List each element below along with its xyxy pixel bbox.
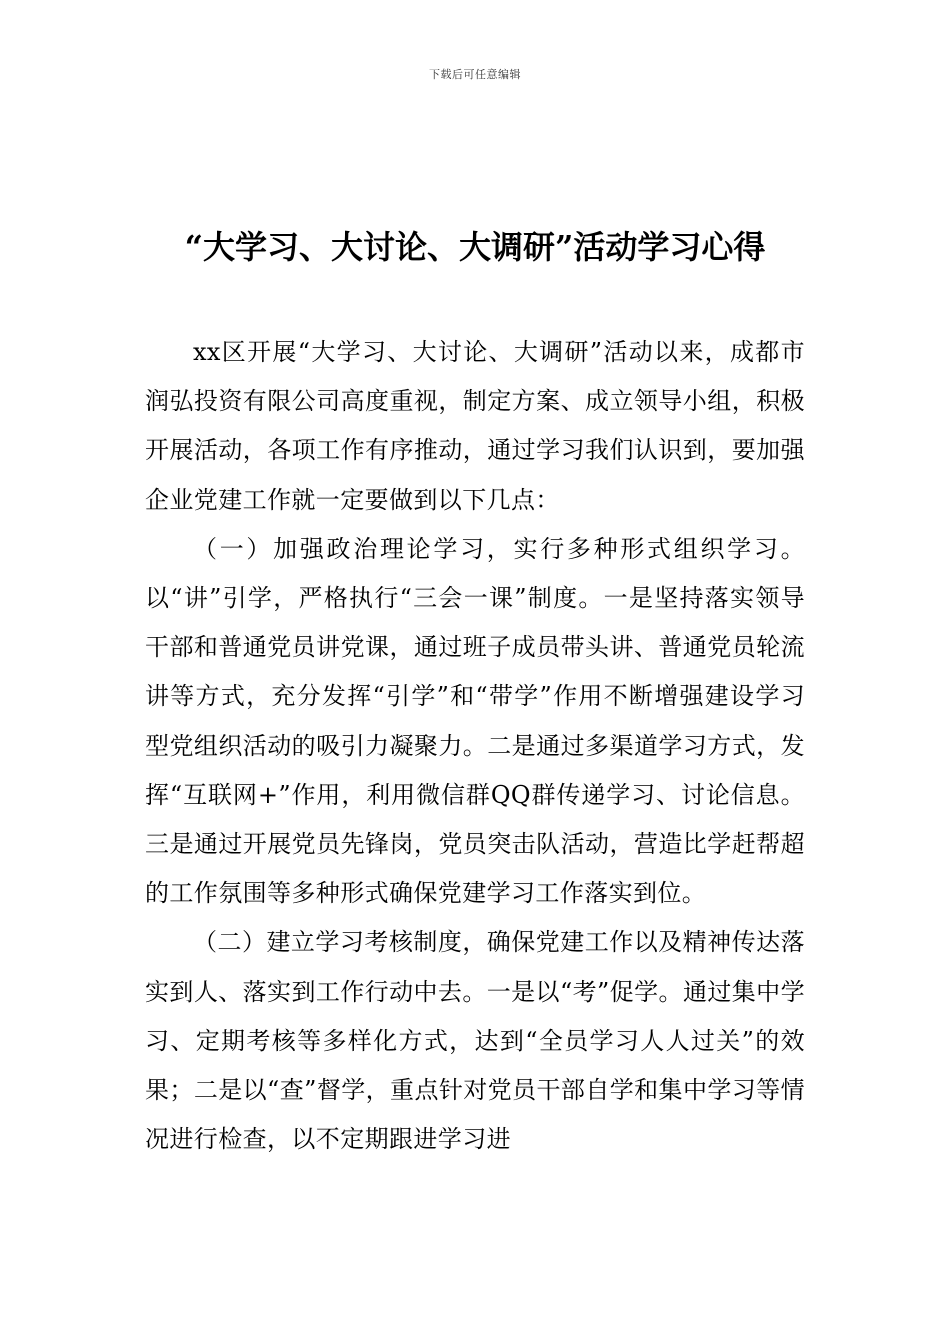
paragraph-intro: xx区开展“大学习、大讨论、大调研”活动以来，成都市润弘投资有限公司高度重视，制定方案、成立领导小组，积极开展活动，各项工作有序推动，通过学习我们认识到，要加强企业党建工作就一定要做到以下几点：	[145, 338, 805, 514]
header-note: 下载后可任意编辑	[429, 68, 521, 81]
paragraph-section-1: （一）加强政治理论学习，实行多种形式组织学习。以“讲”引学，严格执行“三会一课”制度。一是坚持落实领导干部和普通党员讲党课，通过班子成员带头讲、普通党员轮流讲等方式，充分发挥“引学”和“带学”作用不断增强建设学习型党组织活动的吸引力凝聚力。二是通过多渠道学习方式，发挥“互联网+”作用，利用微信群QQ群传递学习、讨论信息。三是通过开展党员先锋岗，党员突击队活动，营造比学赶帮超的工作氛围等多种形式确保党建学习工作落实到位。	[145, 534, 805, 908]
document-title: “大学习、大讨论、大调研”活动学习心得	[184, 228, 766, 266]
document-body	[145, 328, 805, 1164]
paragraph-section-2: （二）建立学习考核制度，确保党建工作以及精神传达落实到人、落实到工作行动中去。一是以“考”促学。通过集中学习、定期考核等多样化方式，达到“全员学习人人过关”的效果；二是以“查”督学，重点针对党员干部自学和集中学习等情况进行检查，以不定期跟进学习进	[145, 928, 805, 1154]
